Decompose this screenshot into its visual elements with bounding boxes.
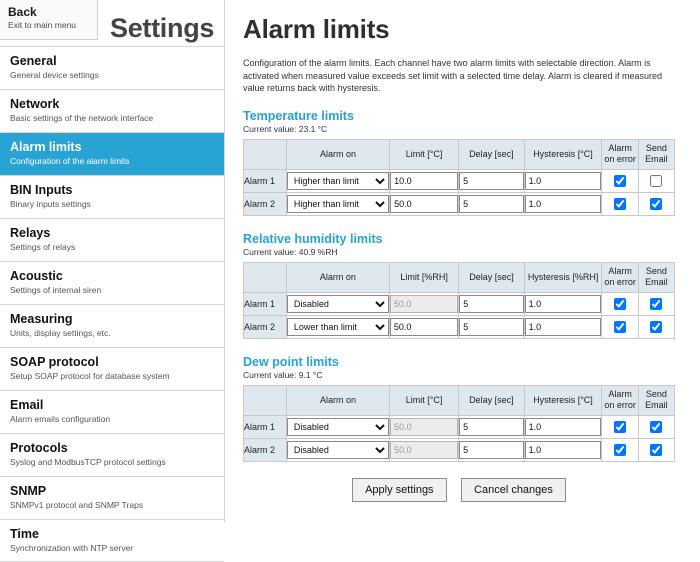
column-header: Alarm on — [286, 385, 389, 415]
sidebar-item-label: Network — [10, 97, 60, 111]
delay-cell — [459, 415, 524, 438]
limit-cell — [390, 438, 459, 461]
delay-input[interactable] — [459, 318, 523, 336]
alarm-row-label: Alarm 1 — [244, 415, 287, 438]
limit-cell — [390, 415, 459, 438]
column-header: Limit [°C] — [390, 385, 459, 415]
alarm-on-error-cell — [602, 438, 638, 461]
alarm-row-label: Alarm 2 — [244, 315, 287, 338]
sidebar-item-sublabel: Units, display settings, etc. — [10, 328, 111, 338]
alarm-table-dew-point-limits — [243, 385, 675, 462]
limit-input[interactable] — [390, 172, 458, 190]
alarm-on-error-checkbox[interactable] — [614, 175, 626, 187]
sidebar-item-sublabel: Synchronization with NTP server — [10, 543, 134, 553]
sidebar-item-label: Alarm limits — [10, 140, 82, 154]
sidebar-item-label: BIN Inputs — [10, 183, 73, 197]
alarm-on-error-checkbox[interactable] — [614, 444, 626, 456]
hysteresis-input[interactable] — [525, 441, 602, 459]
table-header-row — [244, 385, 675, 415]
alarm-on-select[interactable] — [287, 418, 389, 436]
delay-input[interactable] — [459, 295, 523, 313]
sidebar-item-soap-protocol[interactable] — [0, 347, 224, 390]
send-email-cell — [638, 415, 674, 438]
sidebar-item-label: Protocols — [10, 441, 68, 455]
send-email-cell — [638, 292, 674, 315]
column-header: Limit [°C] — [390, 139, 459, 169]
hysteresis-cell — [524, 315, 602, 338]
sidebar-item-label: General — [10, 54, 57, 68]
column-header: Alarm on — [286, 139, 389, 169]
limit-input[interactable] — [390, 195, 458, 213]
alarm-on-error-cell — [602, 169, 638, 192]
hysteresis-input[interactable] — [525, 172, 602, 190]
table-row — [244, 169, 675, 192]
section-title-dew-point-limits: Dew point limits — [243, 354, 339, 369]
limit-cell — [389, 315, 458, 338]
column-header: Send Email — [638, 262, 674, 292]
column-header: Alarm on error — [602, 139, 638, 169]
section-current-value-temperature-limits: Current value: 23.1 °C — [243, 123, 328, 134]
delay-input[interactable] — [459, 172, 523, 190]
column-header: Hysteresis [°C] — [524, 385, 602, 415]
sidebar-item-bin-inputs[interactable] — [0, 175, 224, 218]
alarm-on-error-checkbox[interactable] — [614, 421, 626, 433]
delay-input[interactable] — [459, 195, 523, 213]
send-email-checkbox[interactable] — [650, 298, 662, 310]
send-email-cell — [638, 169, 674, 192]
alarm-on-error-cell — [602, 415, 638, 438]
sidebar-item-label: Measuring — [10, 312, 73, 326]
column-header: Hysteresis [°C] — [524, 139, 602, 169]
sidebar-item-sublabel: Binary inputs settings — [10, 199, 91, 209]
hysteresis-cell — [524, 415, 602, 438]
sidebar-item-label: Time — [10, 527, 39, 541]
alarm-on-cell — [286, 415, 389, 438]
alarm-sections — [243, 109, 686, 462]
column-header: Limit [%RH] — [389, 262, 458, 292]
alarm-on-select[interactable] — [287, 295, 389, 313]
alarm-table-relative-humidity-limits — [243, 262, 675, 339]
section-title-temperature-limits: Temperature limits — [243, 108, 354, 123]
apply-settings-button[interactable]: Apply settings — [352, 478, 446, 502]
hysteresis-cell — [524, 192, 602, 215]
send-email-checkbox[interactable] — [650, 198, 662, 210]
hysteresis-input[interactable] — [525, 318, 602, 336]
alarm-on-select[interactable] — [287, 195, 389, 213]
alarm-on-error-checkbox[interactable] — [614, 298, 626, 310]
sidebar-item-general[interactable] — [0, 46, 224, 89]
sidebar-item-label: Acoustic — [10, 269, 63, 283]
send-email-checkbox[interactable] — [650, 321, 662, 333]
table-header-row — [244, 262, 675, 292]
table-row — [244, 415, 675, 438]
column-header: Alarm on — [286, 262, 389, 292]
sidebar-item-sublabel: Basic settings of the network interface — [10, 113, 154, 123]
sidebar-item-label: Email — [10, 398, 44, 412]
send-email-cell — [638, 192, 674, 215]
main-content — [224, 0, 700, 523]
sidebar-item-sublabel: Setup SOAP protocol for database system — [10, 371, 170, 381]
alarm-on-error-checkbox[interactable] — [614, 321, 626, 333]
hysteresis-cell — [524, 292, 602, 315]
alarm-row-label: Alarm 2 — [244, 192, 287, 215]
sidebar-item-sublabel: Settings of relays — [10, 242, 76, 252]
send-email-cell — [638, 438, 674, 461]
delay-cell — [459, 438, 524, 461]
alarm-row-label: Alarm 1 — [244, 169, 287, 192]
hysteresis-cell — [524, 438, 602, 461]
send-email-cell — [638, 315, 674, 338]
limit-input[interactable] — [390, 441, 458, 459]
alarm-on-error-cell — [602, 192, 638, 215]
sidebar-item-acoustic[interactable] — [0, 261, 224, 304]
alarm-on-error-cell — [602, 292, 638, 315]
column-header: Alarm on error — [602, 262, 638, 292]
alarm-on-cell — [286, 438, 389, 461]
alarm-on-error-cell — [602, 315, 638, 338]
limit-cell — [389, 292, 458, 315]
send-email-checkbox[interactable] — [650, 421, 662, 433]
table-row — [244, 192, 675, 215]
page-title: Settings — [110, 13, 215, 43]
limit-cell — [390, 169, 459, 192]
table-row — [244, 315, 675, 338]
sidebar-item-sublabel: Alarm emails configuration — [10, 414, 111, 424]
limit-cell — [390, 192, 459, 215]
sidebar-item-sublabel: Settings of internal siren — [10, 285, 102, 295]
column-header — [244, 262, 287, 292]
sidebar-item-snmp[interactable] — [0, 476, 224, 519]
column-header: Delay [sec] — [459, 262, 524, 292]
sidebar-item-label: SOAP protocol — [10, 355, 99, 369]
section-current-value-dew-point-limits: Current value: 9.1 °C — [243, 369, 323, 380]
section-current-value-relative-humidity-limits: Current value: 40.9 %RH — [243, 246, 338, 257]
alarm-row-label: Alarm 2 — [244, 438, 287, 461]
sidebar-item-network[interactable] — [0, 89, 224, 132]
alarm-on-error-checkbox[interactable] — [614, 198, 626, 210]
table-row — [244, 292, 675, 315]
alarm-table-temperature-limits — [243, 139, 675, 216]
column-header — [244, 385, 287, 415]
table-header-row — [244, 139, 675, 169]
sidebar-item-measuring[interactable] — [0, 304, 224, 347]
alarm-row-label: Alarm 1 — [244, 292, 287, 315]
column-header: Delay [sec] — [459, 385, 524, 415]
delay-cell — [459, 169, 524, 192]
content-description: Configuration of the alarm limits. Each channel have two alarm limits with selectable direction. Alarm is activated when measured value exceeds set limit with a selected time delay. Alarm is cleared if measured value returns back with hysteresis. — [243, 58, 663, 93]
send-email-checkbox[interactable] — [650, 444, 662, 456]
back-button-label: Back — [8, 5, 37, 19]
alarm-on-cell — [286, 192, 389, 215]
sidebar-item-label: Relays — [10, 226, 51, 240]
section-title-relative-humidity-limits: Relative humidity limits — [243, 231, 383, 246]
alarm-on-select[interactable] — [287, 441, 389, 459]
limit-input[interactable] — [390, 295, 458, 313]
alarm-on-cell — [286, 292, 389, 315]
delay-cell — [459, 192, 524, 215]
cancel-changes-button[interactable]: Cancel changes — [461, 478, 566, 502]
back-button-sublabel: Exit to main menu — [8, 20, 77, 30]
alarm-on-select[interactable] — [287, 318, 389, 336]
delay-cell — [459, 292, 524, 315]
button-row — [243, 478, 675, 502]
table-row — [244, 438, 675, 461]
sidebar-item-relays[interactable] — [0, 218, 224, 261]
sidebar-nav — [0, 46, 224, 562]
sidebar-item-label: SNMP — [10, 484, 47, 498]
delay-input[interactable] — [459, 418, 523, 436]
hysteresis-cell — [524, 169, 602, 192]
column-header: Send Email — [638, 385, 674, 415]
hysteresis-input[interactable] — [525, 418, 602, 436]
limit-input[interactable] — [390, 418, 458, 436]
column-header: Hysteresis [%RH] — [524, 262, 602, 292]
alarm-on-cell — [286, 315, 389, 338]
sidebar-item-time[interactable] — [0, 519, 224, 562]
hysteresis-input[interactable] — [525, 195, 602, 213]
column-header: Send Email — [638, 139, 674, 169]
limit-input[interactable] — [390, 318, 458, 336]
send-email-checkbox[interactable] — [650, 175, 662, 187]
back-button[interactable] — [0, 0, 98, 40]
delay-input[interactable] — [459, 441, 523, 459]
hysteresis-input[interactable] — [525, 295, 602, 313]
delay-cell — [459, 315, 524, 338]
sidebar-item-email[interactable] — [0, 390, 224, 433]
sidebar — [0, 0, 224, 553]
sidebar-item-sublabel: Syslog and ModbusTCP protocol settings — [10, 457, 166, 467]
sidebar-item-protocols[interactable] — [0, 433, 224, 476]
alarm-on-select[interactable] — [287, 172, 389, 190]
sidebar-item-sublabel: SNMPv1 protocol and SNMP Traps — [10, 500, 144, 510]
alarm-on-cell — [286, 169, 389, 192]
content-title: Alarm limits — [243, 14, 390, 44]
column-header: Delay [sec] — [459, 139, 524, 169]
column-header — [244, 139, 287, 169]
sidebar-item-sublabel: Configuration of the alarm limits — [10, 156, 130, 166]
sidebar-item-alarm-limits[interactable] — [0, 132, 224, 175]
column-header: Alarm on error — [602, 385, 638, 415]
sidebar-item-sublabel: General device settings — [10, 70, 99, 80]
